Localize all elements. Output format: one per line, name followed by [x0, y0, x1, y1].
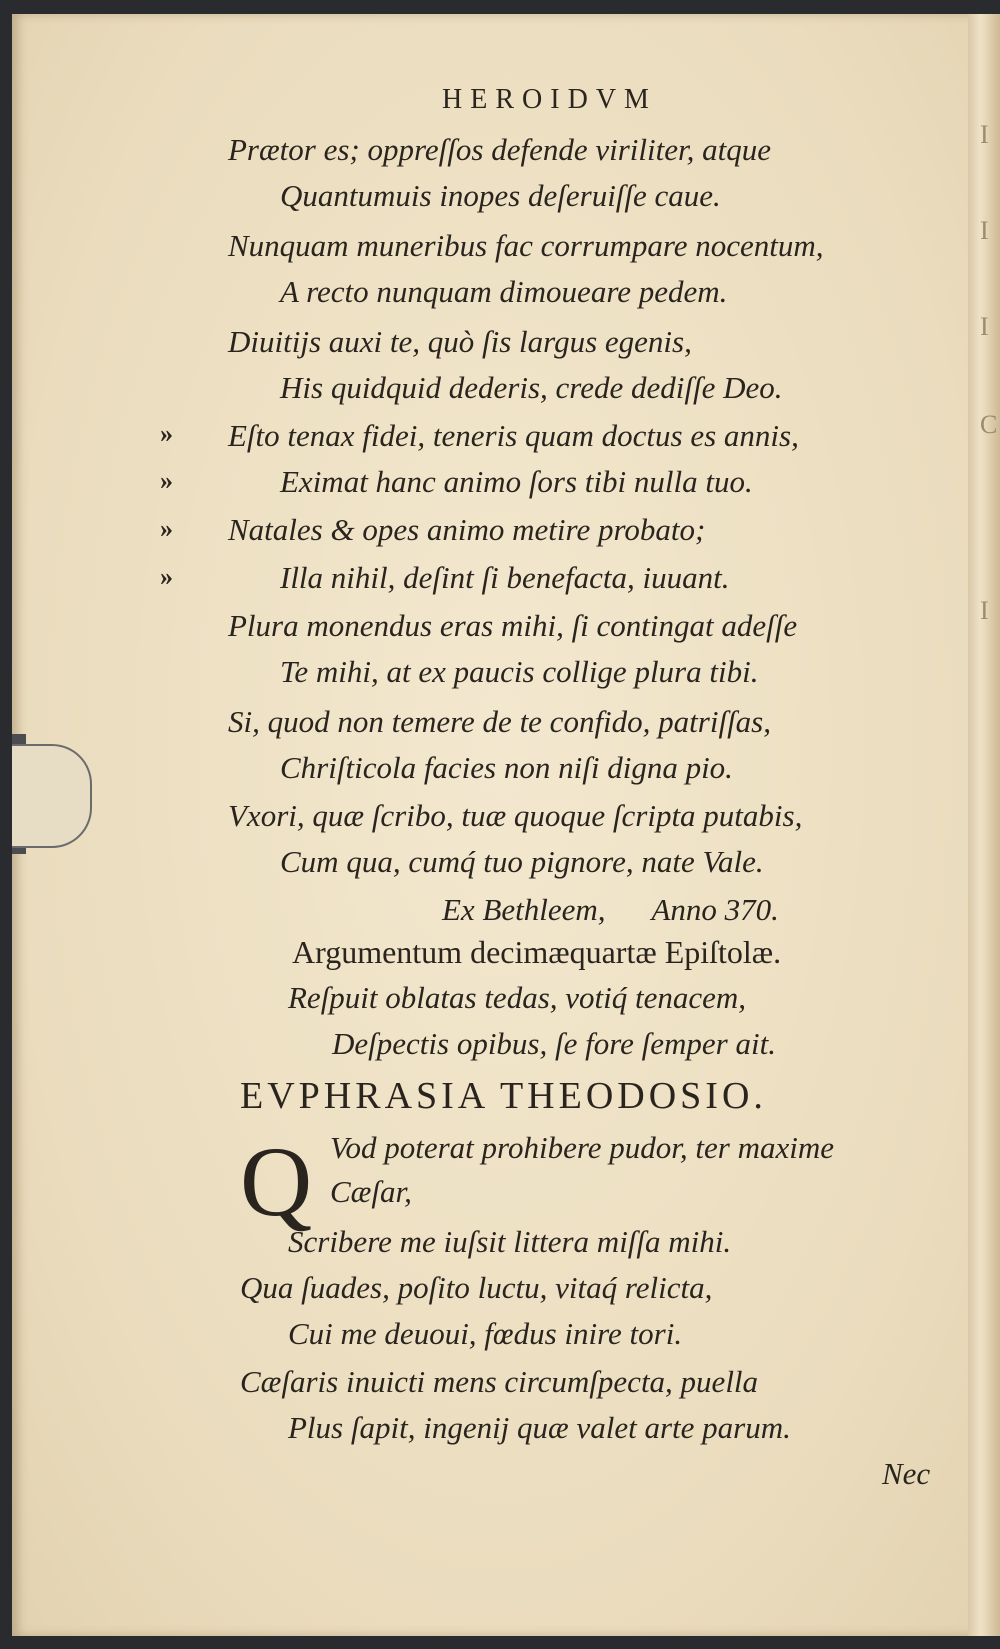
verse-line: Plura monendus eras mihi, ſi contingat adeſſe: [228, 608, 798, 643]
verse-line: Qua ſuades, poſito luctu, vitaq́ relicta,: [240, 1270, 713, 1305]
dateline: Ex Bethleem, Anno 370.: [442, 892, 779, 927]
quotation-mark: »: [160, 419, 173, 448]
bleed-through-glyph: C: [980, 410, 998, 439]
epistle-title: EVPHRASIA THEODOSIO.: [240, 1075, 767, 1117]
catchword: Nec: [882, 1456, 931, 1491]
argument-line: Deſpectis opibus, ſe fore ſemper ait.: [332, 1026, 776, 1061]
verse-line: Si, quod non temere de te confido, patriſſas,: [228, 704, 771, 739]
page-clip: [12, 744, 92, 848]
next-page-edge: [968, 14, 1000, 1636]
verse-line: Prætor es; oppreſſos defende viriliter, atque: [228, 132, 771, 167]
verse-line: Cæſaris inuicti mens circumſpecta, puella: [240, 1364, 759, 1399]
book-page: [12, 14, 987, 1636]
verse-line: His quidquid dederis, crede dediſſe Deo.: [280, 370, 783, 405]
verse-line: A recto nunquam dimoueare pedem.: [280, 274, 728, 309]
bleed-through-glyph: I: [980, 312, 989, 341]
dropcap-initial: Q: [240, 1126, 313, 1237]
argument-line: Reſpuit oblatas tedas, votiq́ tenacem,: [288, 980, 747, 1015]
running-head: HEROIDVM: [442, 84, 657, 115]
verse-line: Cui me deuoui, fœdus inire tori.: [288, 1316, 683, 1351]
argument-title: Argumentum decimæquartæ Epiſtolæ.: [292, 934, 782, 970]
verse-line: Te mihi, at ex paucis collige plura tibi.: [280, 654, 759, 689]
verse-line: Chriſticola facies non niſi digna pio.: [280, 750, 733, 785]
verse-line: Cum qua, cumq́ tuo pignore, nate Vale.: [280, 844, 764, 879]
verse-line: Illa nihil, deſint ſi benefacta, iuuant.: [280, 560, 730, 595]
bleed-through-glyph: I: [980, 216, 989, 245]
verse-line: Diuitijs auxi te, quò ſis largus egenis,: [228, 324, 692, 359]
verse-line: Nunquam muneribus fac corrumpare nocentum,: [228, 228, 824, 263]
verse-line: Natales & opes animo metire probato;: [228, 512, 706, 547]
verse-line: Vod poterat prohibere pudor, ter maxime: [330, 1130, 834, 1165]
quotation-mark: »: [160, 466, 173, 495]
verse-line: Scribere me iuſsit littera miſſa mihi.: [288, 1224, 732, 1259]
verse-line: Eximat hanc animo ſors tibi nulla tuo.: [280, 464, 753, 499]
bleed-through-glyph: I: [980, 596, 989, 625]
verse-line: Quantumuis inopes deſeruiſſe caue.: [280, 178, 721, 213]
quotation-mark: »: [160, 562, 173, 591]
verse-line: Plus ſapit, ingenij quæ valet arte parum.: [288, 1410, 791, 1445]
verse-line: Eſto tenax fidei, teneris quam doctus es annis,: [228, 418, 799, 453]
bleed-through-glyph: I: [980, 120, 989, 149]
verse-line: Cæſar,: [330, 1174, 412, 1209]
verse-line: Vxori, quæ ſcribo, tuæ quoque ſcripta putabis,: [228, 798, 803, 833]
quotation-mark: »: [160, 514, 173, 543]
